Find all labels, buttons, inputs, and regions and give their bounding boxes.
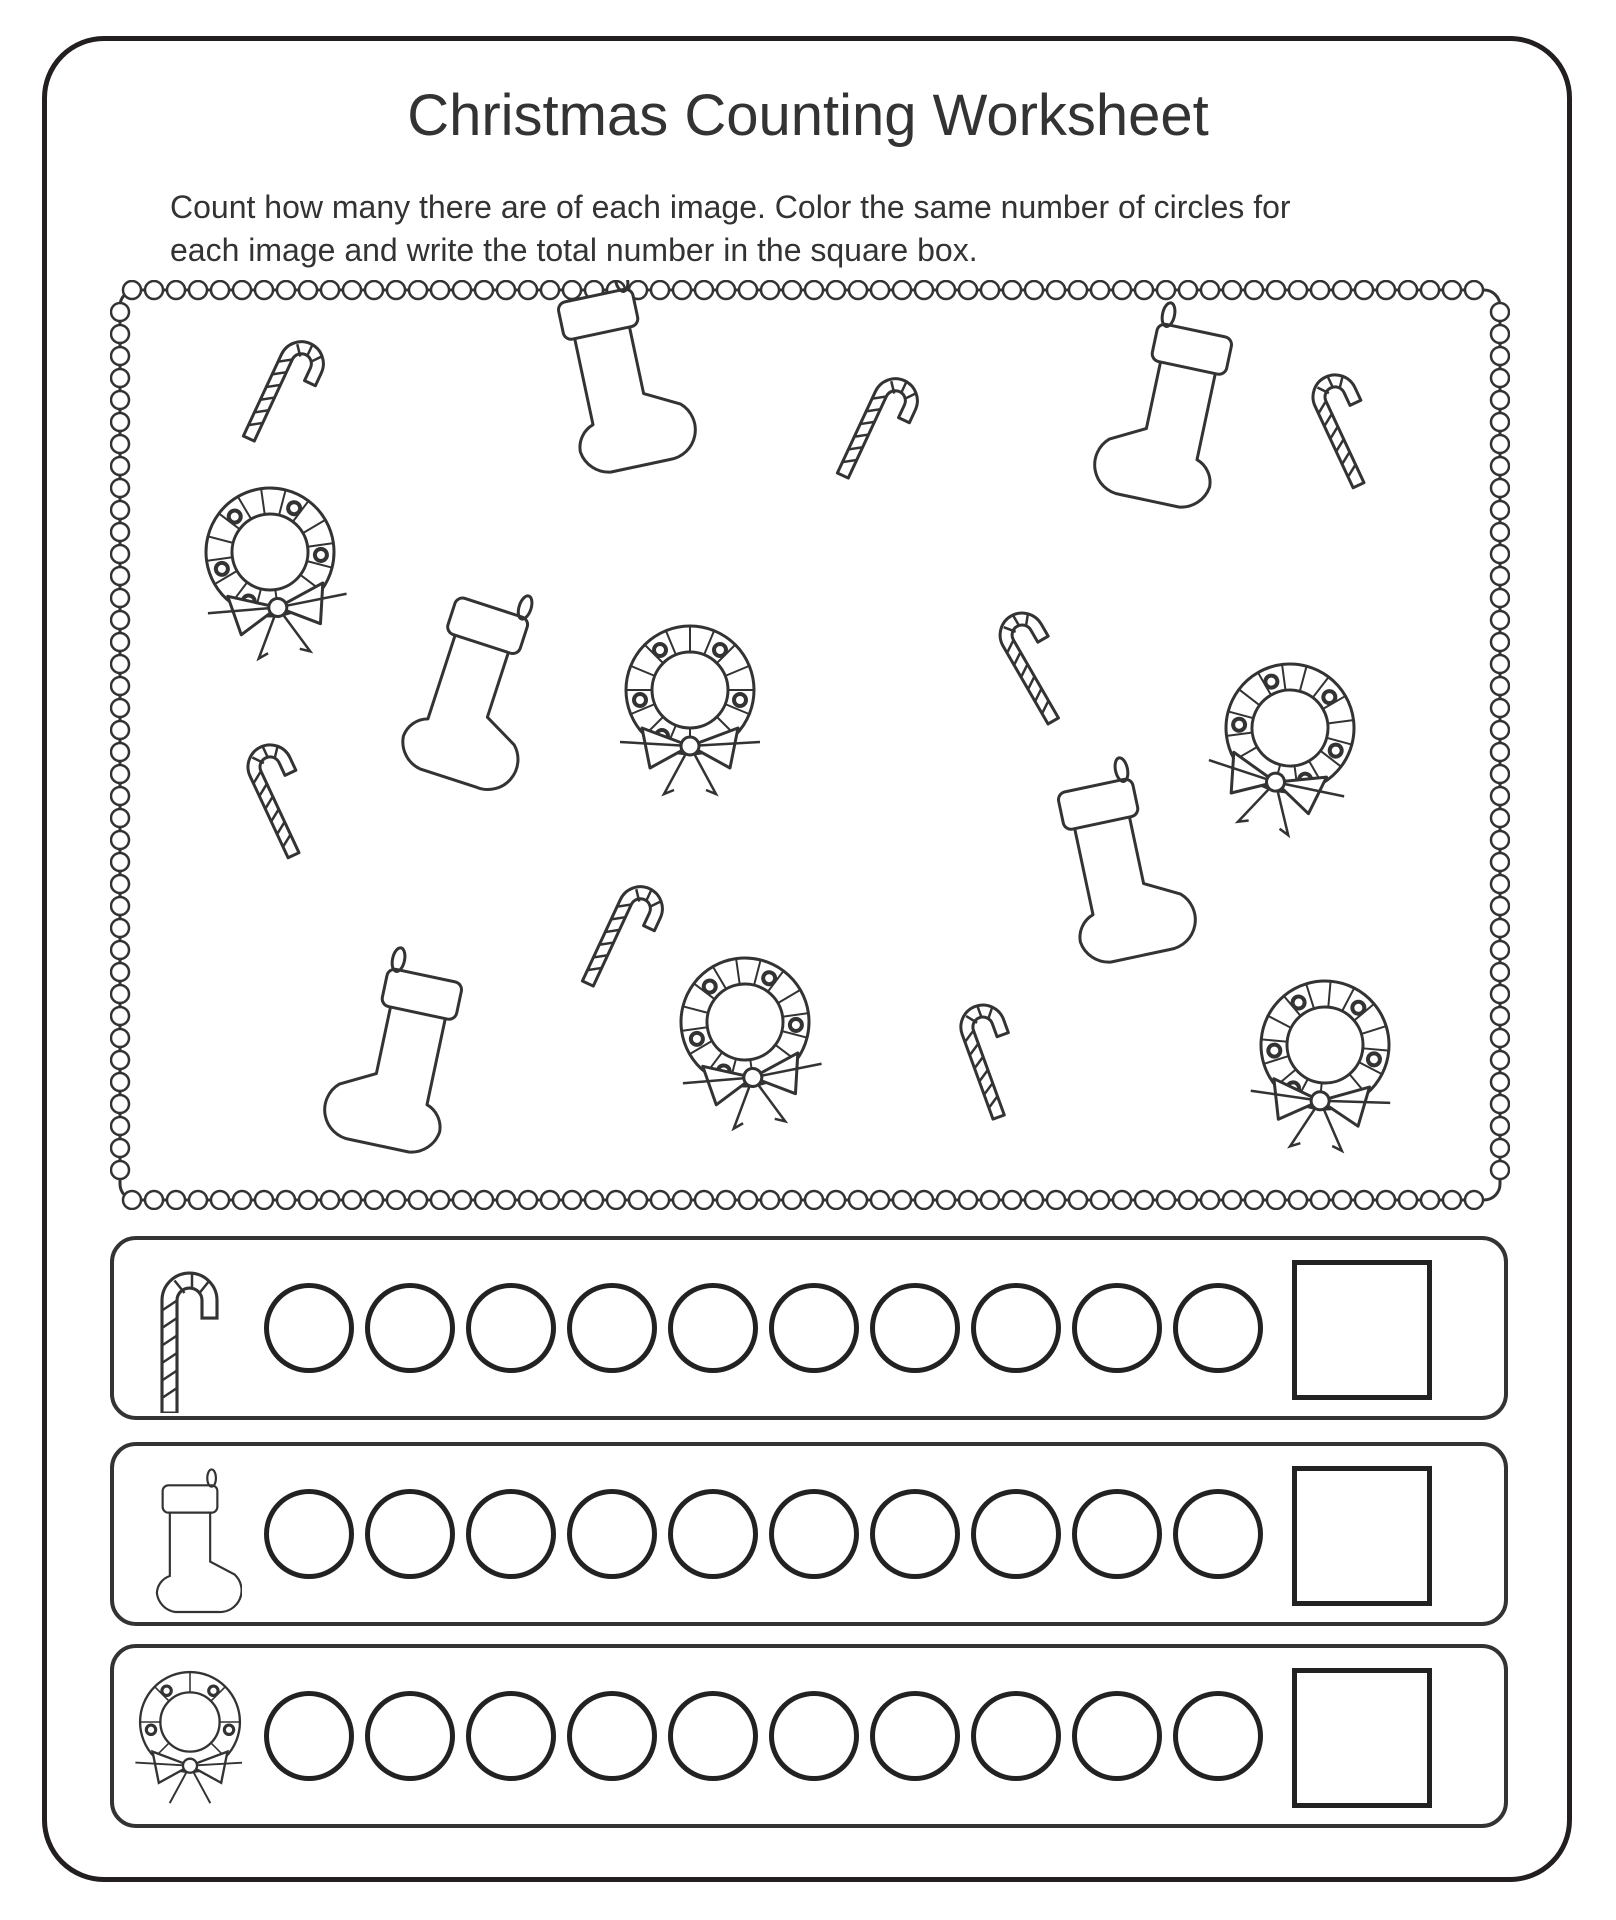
- border-scallop: [111, 963, 129, 981]
- border-scallop: [475, 1191, 493, 1209]
- border-scallop: [1491, 765, 1509, 783]
- count-circle[interactable]: [466, 1283, 556, 1373]
- border-scallop: [1491, 325, 1509, 343]
- border-scallop: [1491, 963, 1509, 981]
- border-scallop: [959, 1191, 977, 1209]
- border-scallop: [365, 281, 383, 299]
- border-scallop: [111, 721, 129, 739]
- border-scallop: [111, 875, 129, 893]
- border-scallop: [145, 281, 163, 299]
- count-circle[interactable]: [971, 1283, 1061, 1373]
- border-scallop: [1443, 281, 1461, 299]
- instructions-line-2: each image and write the total number in the square box.: [170, 232, 978, 268]
- border-scallop: [1267, 1191, 1285, 1209]
- border-scallop: [1491, 985, 1509, 1003]
- border-scallop: [453, 281, 471, 299]
- border-scallop: [1491, 1095, 1509, 1113]
- count-circle[interactable]: [365, 1489, 455, 1579]
- instructions-line-1: Count how many there are of each image. Color the same number of circles for: [170, 189, 1291, 225]
- border-scallop: [233, 1191, 251, 1209]
- border-scallop: [1399, 1191, 1417, 1209]
- border-scallop: [167, 1191, 185, 1209]
- answer-row: [110, 1442, 1508, 1626]
- border-scallop: [409, 281, 427, 299]
- border-scallop: [1491, 655, 1509, 673]
- count-circle[interactable]: [264, 1691, 354, 1781]
- border-scallop: [111, 831, 129, 849]
- border-scallop: [1443, 1191, 1461, 1209]
- border-scallop: [1113, 1191, 1131, 1209]
- border-scallop: [1289, 281, 1307, 299]
- border-scallop: [387, 281, 405, 299]
- border-scallop: [893, 1191, 911, 1209]
- border-scallop: [111, 545, 129, 563]
- count-circle[interactable]: [567, 1489, 657, 1579]
- border-scallop: [1491, 457, 1509, 475]
- border-scallop: [111, 809, 129, 827]
- border-scallop: [563, 281, 581, 299]
- border-scallop: [827, 1191, 845, 1209]
- border-scallop: [111, 479, 129, 497]
- border-scallop: [111, 941, 129, 959]
- border-scallop: [1491, 1161, 1509, 1179]
- border-scallop: [211, 1191, 229, 1209]
- border-scallop: [1289, 1191, 1307, 1209]
- count-circle[interactable]: [668, 1489, 758, 1579]
- candy-cane-icon: [992, 605, 1086, 724]
- candy-cane-icon: [1306, 368, 1393, 488]
- border-scallop: [629, 1191, 647, 1209]
- border-scallop: [111, 589, 129, 607]
- border-scallop: [387, 1191, 405, 1209]
- border-scallop: [1047, 281, 1065, 299]
- border-scallop: [1333, 1191, 1351, 1209]
- border-scallop: [1201, 281, 1219, 299]
- border-scallop: [937, 281, 955, 299]
- border-scallop: [111, 567, 129, 585]
- count-circle[interactable]: [1173, 1283, 1263, 1373]
- border-scallop: [497, 281, 515, 299]
- border-scallop: [1491, 369, 1509, 387]
- border-scallop: [1491, 391, 1509, 409]
- wreath-icon: [620, 626, 760, 794]
- border-scallop: [167, 281, 185, 299]
- count-circle[interactable]: [769, 1691, 859, 1781]
- border-scallop: [1157, 1191, 1175, 1209]
- count-circle[interactable]: [870, 1283, 960, 1373]
- border-scallop: [111, 1029, 129, 1047]
- border-scallop: [431, 281, 449, 299]
- border-scallop: [111, 457, 129, 475]
- count-circle[interactable]: [769, 1283, 859, 1373]
- border-scallop: [1179, 281, 1197, 299]
- border-scallop: [111, 655, 129, 673]
- border-scallop: [111, 1139, 129, 1157]
- border-scallop: [1025, 1191, 1043, 1209]
- border-scallop: [783, 281, 801, 299]
- border-scallop: [871, 281, 889, 299]
- candy-cane-icon: [241, 738, 328, 858]
- border-scallop: [915, 281, 933, 299]
- count-circle[interactable]: [1072, 1489, 1162, 1579]
- border-scallop: [519, 1191, 537, 1209]
- border-scallop: [1003, 281, 1021, 299]
- stocking-icon: [395, 573, 568, 798]
- border-scallop: [111, 1073, 129, 1091]
- candy-cane-icon: [955, 999, 1035, 1119]
- total-answer-box[interactable]: [1292, 1260, 1432, 1400]
- total-answer-box[interactable]: [1292, 1466, 1432, 1606]
- candy-cane-icon: [132, 1248, 242, 1413]
- border-scallop: [519, 281, 537, 299]
- border-scallop: [673, 281, 691, 299]
- count-circle[interactable]: [567, 1691, 657, 1781]
- wreath-icon: [192, 479, 354, 665]
- border-scallop: [299, 1191, 317, 1209]
- border-scallop: [761, 1191, 779, 1209]
- border-scallop: [1091, 1191, 1109, 1209]
- border-scallop: [111, 699, 129, 717]
- border-scallop: [1355, 281, 1373, 299]
- count-circle[interactable]: [466, 1489, 556, 1579]
- border-scallop: [111, 1117, 129, 1135]
- border-scallop: [1421, 1191, 1439, 1209]
- border-scallop: [739, 281, 757, 299]
- border-scallop: [915, 1191, 933, 1209]
- border-scallop: [1003, 1191, 1021, 1209]
- border-scallop: [321, 1191, 339, 1209]
- answer-row: [110, 1644, 1508, 1828]
- count-circle[interactable]: [870, 1489, 960, 1579]
- border-scallop: [1491, 853, 1509, 871]
- border-scallop: [475, 281, 493, 299]
- stocking-icon: [319, 939, 475, 1157]
- stocking-icon: [132, 1454, 242, 1619]
- border-scallop: [111, 369, 129, 387]
- border-scallop: [1491, 413, 1509, 431]
- border-scallop: [1491, 809, 1509, 827]
- border-scallop: [849, 281, 867, 299]
- border-scallop: [189, 1191, 207, 1209]
- border-scallop: [717, 281, 735, 299]
- border-scallop: [1113, 281, 1131, 299]
- candy-cane-icon: [837, 371, 924, 491]
- border-scallop: [871, 1191, 889, 1209]
- border-scallop: [1421, 281, 1439, 299]
- count-circle[interactable]: [769, 1489, 859, 1579]
- border-scallop: [431, 1191, 449, 1209]
- border-scallop: [1491, 699, 1509, 717]
- border-scallop: [959, 281, 977, 299]
- border-scallop: [805, 281, 823, 299]
- wreath-icon: [1195, 648, 1374, 847]
- border-scallop: [1491, 1073, 1509, 1091]
- border-scallop: [1465, 1191, 1483, 1209]
- border-scallop: [1491, 1051, 1509, 1069]
- border-scallop: [717, 1191, 735, 1209]
- border-scallop: [541, 281, 559, 299]
- border-scallop: [1135, 1191, 1153, 1209]
- border-scallop: [111, 633, 129, 651]
- border-scallop: [123, 281, 141, 299]
- border-scallop: [111, 325, 129, 343]
- border-scallop: [893, 281, 911, 299]
- border-scallop: [111, 1051, 129, 1069]
- stocking-icon: [545, 280, 701, 477]
- border-scallop: [695, 1191, 713, 1209]
- border-scallop: [111, 919, 129, 937]
- border-scallop: [1311, 1191, 1329, 1209]
- border-scallop: [1069, 281, 1087, 299]
- count-circle[interactable]: [971, 1691, 1061, 1781]
- border-scallop: [1491, 347, 1509, 365]
- border-scallop: [111, 303, 129, 321]
- border-scallop: [981, 281, 999, 299]
- border-scallop: [1355, 1191, 1373, 1209]
- border-scallop: [255, 281, 273, 299]
- border-scallop: [981, 1191, 999, 1209]
- border-scallop: [1245, 1191, 1263, 1209]
- border-scallop: [585, 1191, 603, 1209]
- border-scallop: [255, 1191, 273, 1209]
- border-scallop: [1025, 281, 1043, 299]
- count-circle[interactable]: [870, 1691, 960, 1781]
- border-scallop: [1377, 1191, 1395, 1209]
- border-scallop: [111, 347, 129, 365]
- border-scallop: [695, 281, 713, 299]
- wreath-icon: [1246, 975, 1400, 1155]
- border-scallop: [1491, 1029, 1509, 1047]
- border-scallop: [1491, 875, 1509, 893]
- border-scallop: [1047, 1191, 1065, 1209]
- border-scallop: [497, 1191, 515, 1209]
- border-scallop: [111, 611, 129, 629]
- border-scallop: [849, 1191, 867, 1209]
- count-circle[interactable]: [264, 1489, 354, 1579]
- count-circle[interactable]: [1173, 1489, 1263, 1579]
- border-scallop: [111, 897, 129, 915]
- border-scallop: [1491, 743, 1509, 761]
- border-scallop: [563, 1191, 581, 1209]
- wreath-icon: [667, 949, 829, 1135]
- border-scallop: [1223, 281, 1241, 299]
- border-scallop: [111, 391, 129, 409]
- border-scallop: [1179, 1191, 1197, 1209]
- border-scallop: [211, 281, 229, 299]
- border-scallop: [1491, 721, 1509, 739]
- border-scallop: [1267, 281, 1285, 299]
- candy-cane-icon: [582, 879, 669, 999]
- border-scallop: [541, 1191, 559, 1209]
- border-scallop: [1491, 611, 1509, 629]
- border-scallop: [1491, 545, 1509, 563]
- border-scallop: [343, 1191, 361, 1209]
- border-scallop: [1491, 831, 1509, 849]
- border-scallop: [651, 281, 669, 299]
- border-scallop: [453, 1191, 471, 1209]
- border-scallop: [1491, 523, 1509, 541]
- border-scallop: [1491, 501, 1509, 519]
- border-scallop: [189, 281, 207, 299]
- border-scallop: [111, 523, 129, 541]
- border-scallop: [1491, 941, 1509, 959]
- border-scallop: [111, 1007, 129, 1025]
- border-scallop: [1491, 677, 1509, 695]
- border-scallop: [783, 1191, 801, 1209]
- border-scallop: [277, 281, 295, 299]
- border-scallop: [111, 743, 129, 761]
- border-scallop: [111, 677, 129, 695]
- border-scallop: [277, 1191, 295, 1209]
- wreath-icon: [132, 1656, 242, 1821]
- counting-scene: [110, 280, 1510, 1210]
- border-scallop: [1333, 281, 1351, 299]
- border-scallop: [1069, 1191, 1087, 1209]
- border-scallop: [1491, 303, 1509, 321]
- border-scallop: [111, 853, 129, 871]
- border-scallop: [1491, 633, 1509, 651]
- border-scallop: [607, 1191, 625, 1209]
- count-circle[interactable]: [1173, 1691, 1263, 1781]
- border-scallop: [1245, 281, 1263, 299]
- border-scallop: [111, 413, 129, 431]
- border-scallop: [123, 1191, 141, 1209]
- count-circle[interactable]: [971, 1489, 1061, 1579]
- border-scallop: [1399, 281, 1417, 299]
- border-scallop: [321, 281, 339, 299]
- border-scallop: [1491, 479, 1509, 497]
- border-scallop: [937, 1191, 955, 1209]
- border-scallop: [1491, 1139, 1509, 1157]
- border-scallop: [1223, 1191, 1241, 1209]
- border-scallop: [343, 281, 361, 299]
- border-scallop: [1491, 1007, 1509, 1025]
- border-scallop: [365, 1191, 383, 1209]
- page-title: Christmas Counting Worksheet: [407, 83, 1209, 148]
- border-scallop: [651, 1191, 669, 1209]
- border-scallop: [1135, 281, 1153, 299]
- count-circle[interactable]: [365, 1283, 455, 1373]
- border-scallop: [111, 501, 129, 519]
- border-scallop: [761, 281, 779, 299]
- instructions: [170, 186, 1490, 272]
- border-scallop: [1491, 787, 1509, 805]
- border-scallop: [673, 1191, 691, 1209]
- border-scallop: [1491, 1117, 1509, 1135]
- count-circle[interactable]: [1072, 1283, 1162, 1373]
- count-circle[interactable]: [668, 1691, 758, 1781]
- border-scallop: [233, 281, 251, 299]
- border-scallop: [111, 1095, 129, 1113]
- count-circle[interactable]: [567, 1283, 657, 1373]
- count-circle[interactable]: [668, 1283, 758, 1373]
- border-scallop: [1091, 281, 1109, 299]
- answer-row: [110, 1236, 1508, 1420]
- candy-cane-icon: [243, 334, 330, 454]
- border-scallop: [1311, 281, 1329, 299]
- border-scallop: [1491, 435, 1509, 453]
- border-scallop: [409, 1191, 427, 1209]
- total-answer-box[interactable]: [1292, 1668, 1432, 1808]
- count-circle[interactable]: [466, 1691, 556, 1781]
- border-scallop: [1157, 281, 1175, 299]
- count-circle[interactable]: [1072, 1691, 1162, 1781]
- border-scallop: [1465, 281, 1483, 299]
- border-scallop: [1491, 897, 1509, 915]
- border-scallop: [1491, 589, 1509, 607]
- border-scallop: [111, 765, 129, 783]
- border-scallop: [111, 435, 129, 453]
- count-circle[interactable]: [365, 1691, 455, 1781]
- count-circle[interactable]: [264, 1283, 354, 1373]
- border-scallop: [111, 1161, 129, 1179]
- border-scallop: [1491, 567, 1509, 585]
- border-scallop: [827, 281, 845, 299]
- border-scallop: [1491, 919, 1509, 937]
- border-scallop: [739, 1191, 757, 1209]
- border-scallop: [111, 787, 129, 805]
- border-scallop: [1201, 1191, 1219, 1209]
- border-scallop: [299, 281, 317, 299]
- border-scallop: [805, 1191, 823, 1209]
- border-scallop: [111, 985, 129, 1003]
- border-scallop: [145, 1191, 163, 1209]
- border-scallop: [1377, 281, 1395, 299]
- stocking-icon: [1045, 749, 1201, 967]
- stocking-icon: [1089, 294, 1245, 512]
